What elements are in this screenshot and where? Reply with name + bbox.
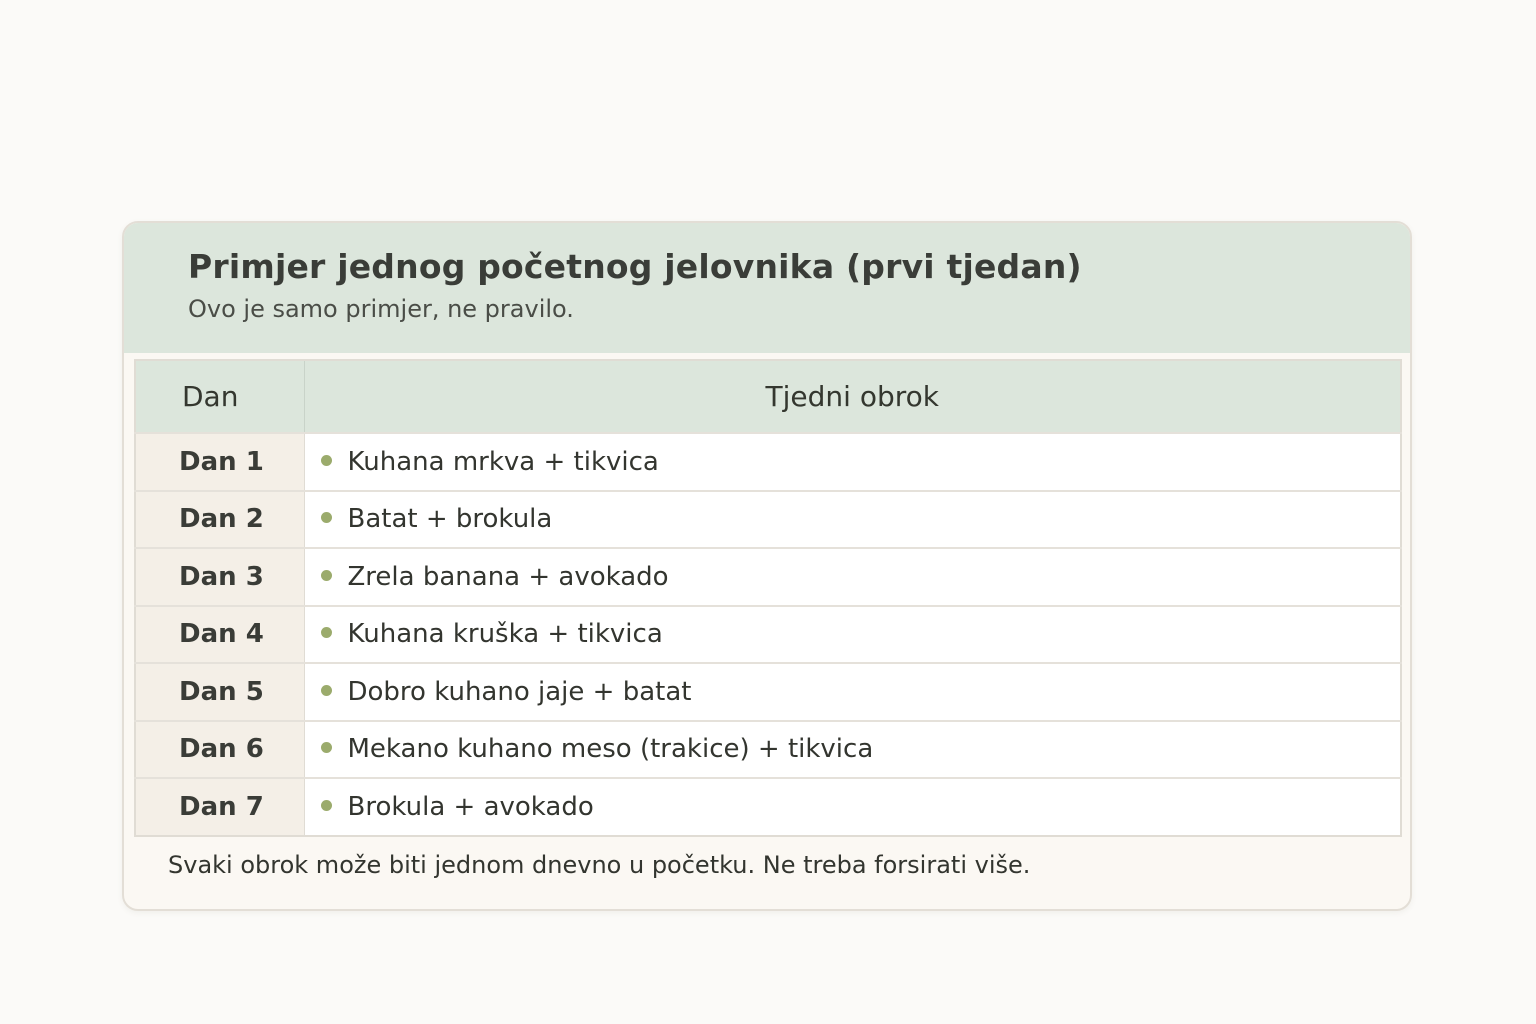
column-header-day: Dan bbox=[135, 360, 304, 433]
table-header-row bbox=[135, 360, 1401, 433]
table-row bbox=[135, 721, 1401, 779]
table-row bbox=[135, 433, 1401, 491]
weekly-menu-table bbox=[134, 359, 1402, 837]
table-row bbox=[135, 663, 1401, 721]
meal-cell bbox=[304, 663, 1401, 721]
day-cell: Dan 4 bbox=[135, 606, 304, 664]
meal-cell bbox=[304, 606, 1401, 664]
bullet-dot-icon bbox=[321, 800, 332, 811]
day-cell: Dan 2 bbox=[135, 491, 304, 549]
meal-text: Dobro kuhano jaje + batat bbox=[347, 676, 692, 707]
card-header bbox=[124, 223, 1410, 353]
bullet-dot-icon bbox=[321, 742, 332, 753]
meal-cell bbox=[304, 721, 1401, 779]
meal-text: Kuhana kruška + tikvica bbox=[347, 619, 663, 650]
table-row bbox=[135, 548, 1401, 606]
table-row bbox=[135, 491, 1401, 549]
day-cell: Dan 6 bbox=[135, 721, 304, 779]
card-subtitle: Ovo je samo primjer, ne pravilo. bbox=[188, 295, 574, 323]
menu-card bbox=[122, 221, 1412, 911]
meal-text: Batat + brokula bbox=[347, 504, 553, 535]
day-cell: Dan 3 bbox=[135, 548, 304, 606]
bullet-dot-icon bbox=[321, 512, 332, 523]
bullet-dot-icon bbox=[321, 455, 332, 466]
footnote: Svaki obrok može biti jednom dnevno u početku. Ne treba forsirati više. bbox=[168, 851, 1031, 879]
bullet-dot-icon bbox=[321, 627, 332, 638]
meal-cell bbox=[304, 491, 1401, 549]
meal-cell bbox=[304, 778, 1401, 836]
meal-text: Brokula + avokado bbox=[347, 791, 594, 822]
meal-text: Zrela banana + avokado bbox=[347, 561, 669, 592]
card-title: Primjer jednog početnog jelovnika (prvi tjedan) bbox=[188, 247, 1082, 286]
day-cell: Dan 1 bbox=[135, 433, 304, 491]
table-row bbox=[135, 778, 1401, 836]
column-header-meal: Tjedni obrok bbox=[765, 380, 939, 413]
bullet-dot-icon bbox=[321, 685, 332, 696]
meal-text: Mekano kuhano meso (trakice) + tikvica bbox=[347, 734, 874, 765]
day-cell: Dan 5 bbox=[135, 663, 304, 721]
table-row bbox=[135, 606, 1401, 664]
bullet-dot-icon bbox=[321, 570, 332, 581]
meal-cell bbox=[304, 548, 1401, 606]
meal-cell bbox=[304, 433, 1401, 491]
day-cell: Dan 7 bbox=[135, 778, 304, 836]
meal-text: Kuhana mrkva + tikvica bbox=[347, 446, 659, 477]
